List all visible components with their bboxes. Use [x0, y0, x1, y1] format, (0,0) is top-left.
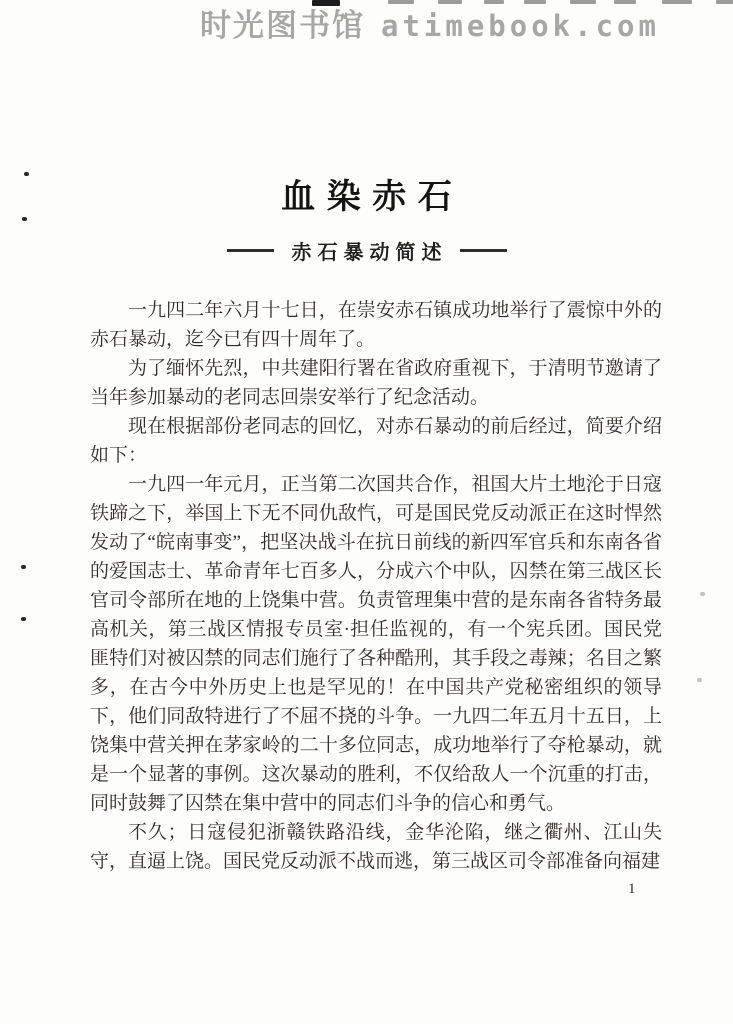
scan-artifact-dash	[716, 0, 733, 4]
page-subtitle: 赤石暴动简述	[291, 242, 448, 264]
body-paragraph: 一九四一年元月，正当第二次国共合作，祖国大片土地沦于日寇铁蹄之下，举国上下无不同仇敌忾，可是国民党反动派正在这时悍然发动了“皖南事变”，把坚决战斗在抗日前线的新四军官兵和东南各省的爱国志士、革命青年七百多人，分成六个中队，囚禁在第三战区长官司令部所在地的上饶集中营。负责管理集中营的是东南各省特务最高机关，第三战区情报专员室·担任监视的，有一个宪兵团。国民党匪特们对被囚禁的同志们施行了各种酷刑，其手段之毒辣；名目之繁多，在古今中外历史上也是罕见的！在中国共产党秘密组织的领导下，他们同敌特进行了不屈不挠的斗争。一九四二年五月十五日，上饶集中营关押在茅家岭的二十多位同志，成功地举行了夺枪暴动，就是一个显著的事例。这次暴动的胜利，不仅给敌人一个沉重的打击，同时鼓舞了囚禁在集中营中的同志们斗争的信心和勇气。	[90, 474, 662, 814]
scan-artifact-speck	[21, 617, 26, 621]
scan-artifact-dash	[614, 0, 636, 4]
page-number: 1	[628, 881, 636, 897]
scan-artifact-speck	[697, 678, 702, 682]
scan-artifact-dash	[662, 0, 692, 4]
body-text	[90, 296, 662, 876]
watermark-library-name: 时光图书馆	[200, 8, 365, 43]
watermark-site-name: atimebook.com	[381, 9, 660, 43]
scan-artifact-speck	[21, 565, 26, 569]
scan-artifact-dash	[484, 0, 504, 4]
scan-artifact-dash	[438, 0, 462, 4]
subtitle-row	[0, 236, 733, 265]
scan-artifact-dash	[312, 0, 340, 6]
scan-artifact-speck	[700, 592, 705, 596]
page-title: 血染赤石	[281, 178, 464, 216]
scan-artifact-dash	[524, 0, 546, 4]
body-paragraph: 现在根据部份老同志的回忆，对赤石暴动的前后经过，简要介绍如下：	[90, 416, 662, 466]
subtitle-dash-left	[227, 249, 274, 252]
body-paragraph: 一九四二年六月十七日，在崇安赤石镇成功地举行了震惊中外的赤石暴动，迄今已有四十周年了。	[90, 300, 662, 350]
body-paragraph: 为了缅怀先烈，中共建阳行署在省政府重视下，于清明节邀请了当年参加暴动的老同志回崇安举行了纪念活动。	[90, 358, 662, 408]
subtitle-dash-right	[460, 249, 507, 252]
scan-artifact-dash	[388, 0, 414, 4]
watermark	[200, 0, 660, 45]
body-paragraph: 不久；日寇侵犯浙赣铁路沿线，金华沦陷，继之衢州、江山失守，直逼上饶。国民党反动派不战而逃，第三战区司令部准备向福建	[90, 822, 662, 872]
scan-artifact-dash	[570, 0, 596, 4]
